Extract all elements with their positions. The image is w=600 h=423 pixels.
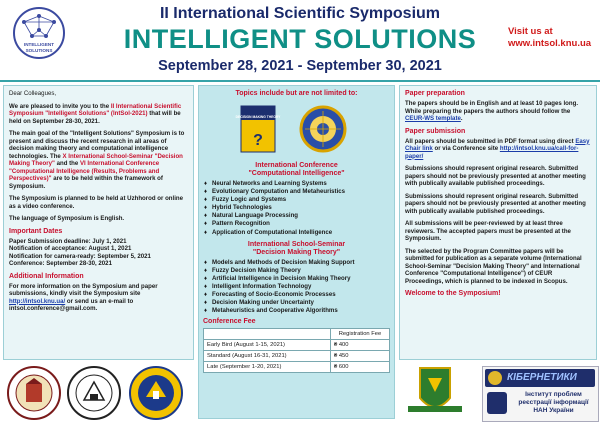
- paper-preparation-heading: Paper preparation: [405, 90, 465, 97]
- left-column: [3, 85, 194, 360]
- list-item: ♦ Evolutionary Computation and Metaheuristics: [203, 188, 390, 196]
- list-item: ♦ Intelligent Information Technology: [203, 283, 390, 291]
- svg-text:INTELLIGENT: INTELLIGENT: [23, 42, 55, 47]
- paper-preparation-paragraph: The papers should be in English and at least 10 pages long. While preparing the papers the authors should follow the CEUR-WS template.: [405, 100, 579, 122]
- list-item: ♦ Pattern Recognition: [203, 220, 390, 228]
- conference-emblem-icon: [301, 107, 345, 151]
- list-item: ♦ Fuzzy Logic and Systems: [203, 196, 390, 204]
- fee-table: [203, 328, 390, 373]
- fee-amount: ₴ 400: [331, 340, 390, 351]
- venue-paragraph: The Symposium is planned to be held at Uzhhorod or online as a video conference.: [9, 195, 184, 210]
- school-topics-list: [203, 259, 390, 316]
- cybernetics-emblem-icon: [488, 371, 502, 385]
- fee-period: Standard (August 16-31, 2021): [204, 351, 331, 362]
- list-item: ♦ Hybrid Technologies: [203, 204, 390, 212]
- greeting: Dear Colleagues,: [9, 90, 57, 97]
- paper-submission-paragraph: All papers should be submitted in PDF format using direct Easy Chair link or via Conference site http://intsol.knu.ua/call-for-paper/: [405, 137, 590, 160]
- ipri-name: Інститут проблем реєстрації інформації НАН України: [518, 391, 589, 414]
- welcome-text: Welcome to the Symposium!: [405, 290, 501, 297]
- symposium-title-line1: II International Scientific Symposium: [159, 5, 441, 22]
- university-logos: [6, 364, 196, 422]
- university-emblem-3-icon: [130, 367, 182, 419]
- fee-period: Late (September 1-20, 2021): [204, 362, 331, 373]
- list-item: ♦ Fuzzy Decision Making Theory: [203, 267, 390, 275]
- right-column: [399, 85, 597, 360]
- table-row: [204, 340, 390, 351]
- easychair-link[interactable]: Easy Chair link: [405, 137, 590, 152]
- book-title: DECISION MAKING THEORY: [235, 115, 281, 119]
- list-item: ♦ Artificial Intelligence in Decision Making Theory: [203, 275, 390, 283]
- symposium-title-line2: INTELLIGENT SOLUTIONS: [123, 24, 477, 54]
- topic-images: [203, 100, 390, 160]
- goal-paragraph: The main goal of the "Intelligent Solutions" Symposium is to present and discuss the recent research in all areas of decision making theory and computational intelligence technologies. The X International School-Seminar "Decision Making Theory" and the VI International Conference "Computational Intelligence (Results, Problems and Perspectives)" are to be held within the framework of Symposium.: [9, 130, 185, 190]
- conference-heading: International Conference "Computational Intelligence": [248, 162, 345, 177]
- visit-url[interactable]: www.intsol.knu.ua: [508, 38, 592, 49]
- date-notification: Notification of acceptance: August 1, 2021: [9, 245, 132, 252]
- important-dates-heading: Important Dates: [9, 227, 63, 235]
- middle-column: [198, 85, 395, 419]
- date-submission: Paper Submission deadline: July 1, 2021: [9, 237, 127, 245]
- important-dates-list: [9, 238, 188, 268]
- list-item: ♦ Neural Networks and Learning Systems: [203, 180, 390, 188]
- svg-text:SOLUTIONS: SOLUTIONS: [25, 48, 53, 53]
- list-item: ♦ Metaheuristics and Cooperative Algorithms: [203, 307, 390, 315]
- cybernetics-title: КІБЕРНЕТИКИ: [507, 372, 577, 383]
- table-row: [204, 329, 390, 340]
- fee-amount: ₴ 450: [331, 351, 390, 362]
- publication-paragraph: The selected by the Program Committee papers will be submitted for publication as a separate volume (International School-Seminar "Decision Making Theory" and International Conference "Computational Intelligence") of CEUR Proceedings, which is planned to be indexed in Scopus.: [405, 247, 582, 285]
- conference-topics-list: [203, 180, 390, 237]
- fee-period: Early Bird (August 1-15, 2021): [204, 340, 331, 351]
- school-heading: International School-Seminar "Decision Making Theory": [247, 240, 346, 256]
- list-item: ♦ Application of Computational Intelligence: [203, 229, 390, 237]
- list-item: ♦ Forecasting of Socio-Economic Processes: [203, 291, 390, 299]
- table-row: [204, 351, 390, 362]
- fee-heading: Conference Fee: [203, 318, 256, 326]
- originality-paragraph-1: Submissions should represent original research. Submitted papers should not be previously presented at another meeting with publically available published proceedings.: [405, 165, 586, 187]
- list-item: ♦ Natural Language Processing: [203, 212, 390, 220]
- symposium-logo: [12, 6, 66, 60]
- review-paragraph: All submissions will be peer-reviewed by at least three reviewers. The accepted papers must be presented at the Symposium.: [405, 220, 571, 242]
- additional-info-heading: Additional Information: [9, 272, 84, 280]
- symposium-dates: September 28, 2021 - September 30, 2021: [158, 58, 442, 74]
- additional-info-paragraph: For more information on the Symposium and paper submissions, kindly visit the Symposium site http://intsol.knu.ua/ or send us an e-mail to intsol.conference@gmail.com.: [9, 282, 158, 312]
- fee-amount: ₴ 600: [331, 362, 390, 373]
- decision-book-icon: [236, 106, 282, 152]
- topics-heading: Topics include but are not limited to:: [235, 90, 358, 97]
- university-emblem-2-icon: [68, 367, 120, 419]
- call-for-paper-link[interactable]: http://intsol.knu.ua/call-for-paper/: [405, 145, 579, 160]
- cybernetics-banner: [485, 369, 595, 387]
- invitation-paragraph: We are pleased to invite you to the II International Scientific Symposium "Intelligent Solutions" (IntSol-2021) that will be held on September 28-30, 2021.: [9, 102, 182, 125]
- language-paragraph: The language of Symposium is English.: [9, 215, 125, 222]
- coat-of-arms-icon: [408, 368, 462, 412]
- paper-submission-heading: Paper submission: [405, 127, 466, 135]
- date-conference: Conference: September 28-30, 2021: [9, 260, 112, 267]
- book-and-emblem-icons: [203, 100, 392, 160]
- institute-logo: [482, 366, 599, 422]
- visit-label: Visit us at: [508, 26, 553, 37]
- originality-paragraph-2: Submissions should represent original research. Submitted papers should not be previously presented at another meeting with publically available published proceedings.: [405, 192, 586, 215]
- university-emblem-1-icon: [8, 367, 60, 419]
- ipri-emblem-icon: [487, 392, 507, 414]
- fee-column-header: Registration Fee: [331, 329, 390, 340]
- header-divider: [0, 80, 600, 82]
- list-item: ♦ Models and Methods of Decision Making Support: [203, 259, 390, 267]
- coat-of-arms-logo: [400, 362, 470, 422]
- svg-text:?: ?: [253, 132, 263, 149]
- symposium-site-link[interactable]: http://intsol.knu.ua/: [9, 297, 66, 305]
- visit-us: [508, 26, 598, 50]
- list-item: ♦ Decision Making under Uncertainty: [203, 299, 390, 307]
- date-camera-ready: Notification for camera-ready: September 5, 2021: [9, 252, 151, 260]
- table-row: [204, 362, 390, 373]
- ceur-template-link[interactable]: CEUR-WS template: [405, 115, 461, 122]
